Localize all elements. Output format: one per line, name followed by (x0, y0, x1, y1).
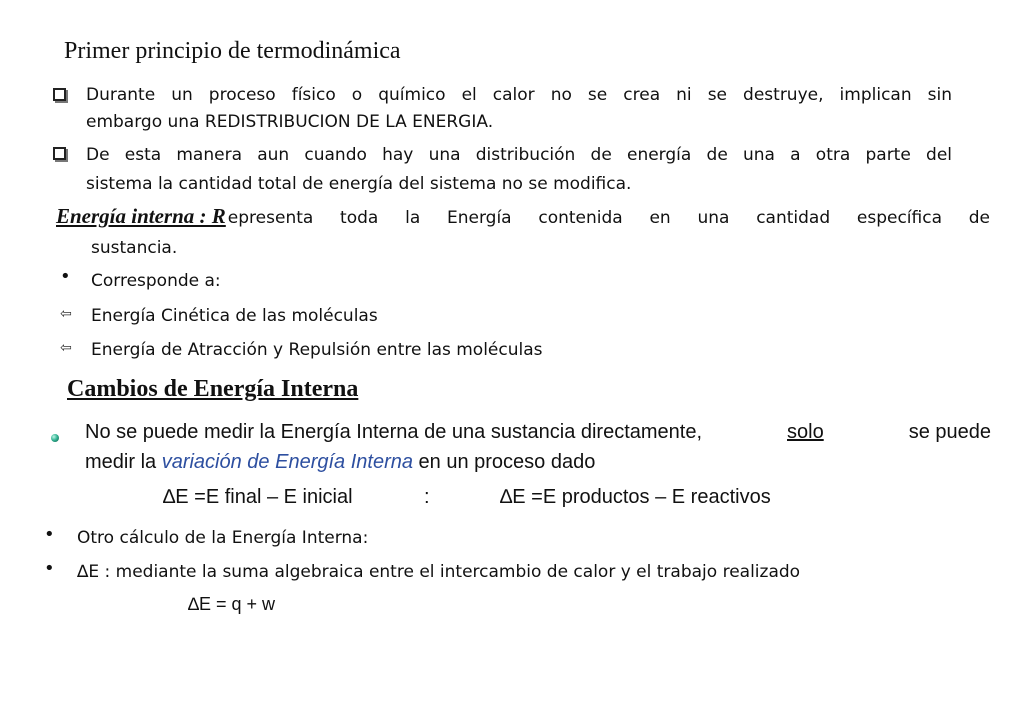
green-ball-bullet-icon (51, 434, 59, 442)
cambios-text: No se puede medir la Energía Interna de una sustancia directamente, (85, 421, 703, 443)
list-item: ∆E : mediante la suma algebraica entre el intercambio de calor y el trabajo realizado (77, 562, 801, 582)
bullet-dot: • (44, 558, 55, 579)
energia-interna-line (56, 203, 990, 233)
energia-interna-def-cont: sustancia. (91, 238, 178, 258)
arrow-bullet-icon: ⇦ (60, 340, 72, 356)
cambios-line1 (85, 421, 991, 444)
intro-p1-line2: embargo una REDISTRIBUCION DE LA ENERGIA. (86, 112, 494, 132)
cambios-line2 (85, 451, 595, 474)
intro-p1-line1: Durante un proceso físico o químico el calor no se crea ni se destruye, implican sin (86, 85, 952, 105)
list-item: Energía Cinética de las moléculas (91, 306, 378, 326)
bullet-dot: • (60, 266, 71, 287)
formula-left: ∆E =E final – E inicial (163, 486, 353, 508)
section-heading: Cambios de Energía Interna (67, 376, 359, 402)
cambios-text: se puede (908, 421, 991, 443)
checkbox-bullet-icon (53, 147, 66, 160)
intro-p2-line1: De esta manera aun cuando hay una distribución de energía de una a otra parte del (86, 145, 952, 165)
corresponde-label: Corresponde a: (91, 271, 221, 291)
energia-interna-def: epresenta toda la Energía contenida en una cantidad específica de (227, 208, 990, 228)
formula-right: ∆E =E productos – E reactivos (500, 486, 771, 508)
cambios-text: medir la (85, 451, 157, 473)
energia-interna-label: Energía interna : R (56, 204, 226, 228)
formula-q-w: ∆E = q + w (188, 594, 276, 614)
intro-p2-line2: sistema la cantidad total de energía del sistema no se modifica. (86, 174, 632, 194)
formula-separator: : (424, 486, 430, 508)
list-item: Energía de Atracción y Repulsión entre las moléculas (91, 340, 543, 360)
page-title: Primer principio de termodinámica (64, 38, 401, 64)
cambios-italic: variación de Energía Interna (161, 451, 413, 473)
list-item: Otro cálculo de la Energía Interna: (77, 528, 369, 548)
arrow-bullet-icon: ⇦ (60, 306, 72, 322)
cambios-text: en un proceso dado (418, 451, 596, 473)
cambios-solo: solo (787, 421, 824, 443)
bullet-dot: • (44, 524, 55, 545)
checkbox-bullet-icon (53, 88, 66, 101)
